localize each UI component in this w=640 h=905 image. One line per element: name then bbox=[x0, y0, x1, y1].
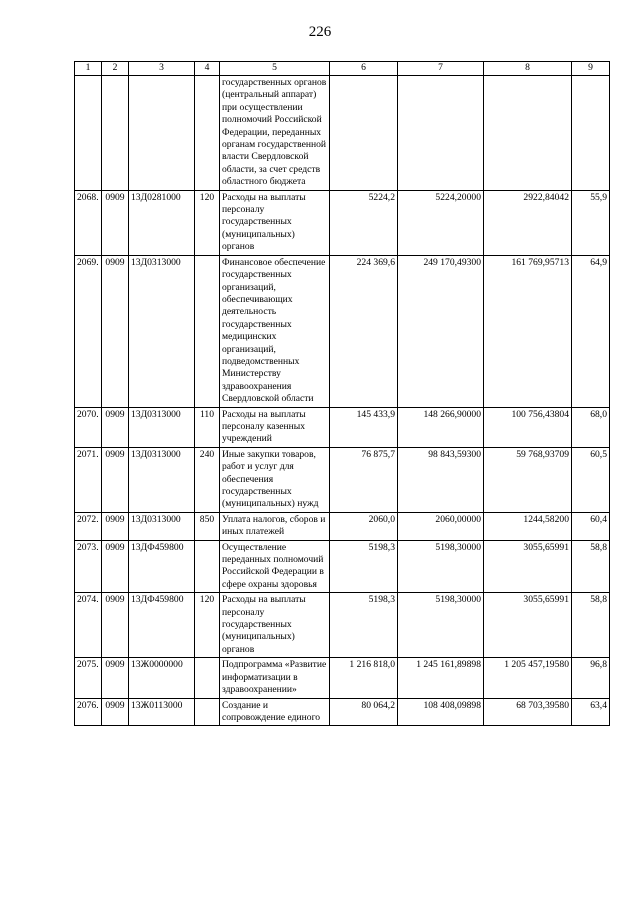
planned-amount-cell: 5198,30000 bbox=[398, 540, 484, 593]
approved-amount-cell: 224 369,6 bbox=[330, 255, 398, 407]
planned-amount-cell: 2060,00000 bbox=[398, 512, 484, 540]
section-code-cell: 0909 bbox=[102, 190, 129, 255]
execution-percent-cell: 55,9 bbox=[572, 190, 610, 255]
section-code-cell: 0909 bbox=[102, 540, 129, 593]
target-article-cell: 13Д0313000 bbox=[129, 447, 195, 512]
executed-amount-cell: 3055,65991 bbox=[484, 593, 572, 658]
executed-amount-cell: 161 769,95713 bbox=[484, 255, 572, 407]
target-article-cell: 13Д0313000 bbox=[129, 407, 195, 447]
expense-type-cell: 240 bbox=[195, 447, 220, 512]
table-row bbox=[75, 512, 610, 540]
approved-amount-cell: 76 875,7 bbox=[330, 447, 398, 512]
row-number-cell: 2070. bbox=[75, 407, 102, 447]
table-body bbox=[75, 76, 610, 726]
executed-amount-cell bbox=[484, 76, 572, 191]
executed-amount-cell: 59 768,93709 bbox=[484, 447, 572, 512]
planned-amount-cell: 98 843,59300 bbox=[398, 447, 484, 512]
execution-percent-cell: 60,4 bbox=[572, 512, 610, 540]
planned-amount-cell: 249 170,49300 bbox=[398, 255, 484, 407]
table-row bbox=[75, 255, 610, 407]
expense-type-cell bbox=[195, 255, 220, 407]
planned-amount-cell: 5198,30000 bbox=[398, 593, 484, 658]
table-row bbox=[75, 190, 610, 255]
table-row bbox=[75, 540, 610, 593]
section-code-cell: 0909 bbox=[102, 658, 129, 698]
row-number-cell bbox=[75, 76, 102, 191]
table-row bbox=[75, 593, 610, 658]
approved-amount-cell: 1 216 818,0 bbox=[330, 658, 398, 698]
approved-amount-cell: 5224,2 bbox=[330, 190, 398, 255]
planned-amount-cell: 5224,20000 bbox=[398, 190, 484, 255]
target-article-cell: 13Д0313000 bbox=[129, 512, 195, 540]
row-number-cell: 2069. bbox=[75, 255, 102, 407]
expense-type-cell: 120 bbox=[195, 190, 220, 255]
table-row bbox=[75, 407, 610, 447]
executed-amount-cell: 1244,58200 bbox=[484, 512, 572, 540]
expense-type-cell bbox=[195, 76, 220, 191]
item-name-cell: государственных органов (центральный аппарат) при осуществлении полномочий Российской Федерации, переданных органам государственной власти Свердловской области, за счет средств областного бюджета bbox=[220, 76, 330, 191]
planned-amount-cell: 1 245 161,89898 bbox=[398, 658, 484, 698]
item-name-cell: Уплата налогов, сборов и иных платежей bbox=[220, 512, 330, 540]
item-name-cell: Осуществление переданных полномочий Российской Федерации в сфере охраны здоровья bbox=[220, 540, 330, 593]
header-cell-6: 6 bbox=[330, 62, 398, 76]
target-article-cell: 13Ж0113000 bbox=[129, 698, 195, 726]
item-name-cell: Подпрограмма «Развитие информатизации в здравоохранении» bbox=[220, 658, 330, 698]
row-number-cell: 2074. bbox=[75, 593, 102, 658]
expense-type-cell: 110 bbox=[195, 407, 220, 447]
row-number-cell: 2076. bbox=[75, 698, 102, 726]
executed-amount-cell: 1 205 457,19580 bbox=[484, 658, 572, 698]
row-number-cell: 2071. bbox=[75, 447, 102, 512]
approved-amount-cell: 80 064,2 bbox=[330, 698, 398, 726]
expense-type-cell bbox=[195, 698, 220, 726]
header-cell-7: 7 bbox=[398, 62, 484, 76]
row-number-cell: 2072. bbox=[75, 512, 102, 540]
execution-percent-cell: 58,8 bbox=[572, 593, 610, 658]
header-cell-8: 8 bbox=[484, 62, 572, 76]
header-cell-1: 1 bbox=[75, 62, 102, 76]
planned-amount-cell: 148 266,90000 bbox=[398, 407, 484, 447]
expense-type-cell: 850 bbox=[195, 512, 220, 540]
planned-amount-cell bbox=[398, 76, 484, 191]
section-code-cell: 0909 bbox=[102, 447, 129, 512]
row-number-cell: 2068. bbox=[75, 190, 102, 255]
planned-amount-cell: 108 408,09898 bbox=[398, 698, 484, 726]
section-code-cell bbox=[102, 76, 129, 191]
header-cell-5: 5 bbox=[220, 62, 330, 76]
expense-type-cell: 120 bbox=[195, 593, 220, 658]
expense-type-cell bbox=[195, 540, 220, 593]
executed-amount-cell: 2922,84042 bbox=[484, 190, 572, 255]
table-row bbox=[75, 698, 610, 726]
target-article-cell: 13ДФ459800 bbox=[129, 540, 195, 593]
target-article-cell: 13Д0281000 bbox=[129, 190, 195, 255]
item-name-cell: Финансовое обеспечение государственных организаций, обеспечивающих деятельность государственных медицинских организаций, подведомственных Министерству здравоохранения Свердловской области bbox=[220, 255, 330, 407]
row-number-cell: 2073. bbox=[75, 540, 102, 593]
section-code-cell: 0909 bbox=[102, 593, 129, 658]
approved-amount-cell: 5198,3 bbox=[330, 540, 398, 593]
target-article-cell bbox=[129, 76, 195, 191]
execution-percent-cell: 96,8 bbox=[572, 658, 610, 698]
approved-amount-cell bbox=[330, 76, 398, 191]
header-cell-3: 3 bbox=[129, 62, 195, 76]
expense-type-cell bbox=[195, 658, 220, 698]
table-row bbox=[75, 658, 610, 698]
item-name-cell: Иные закупки товаров, работ и услуг для обеспечения государственных (муниципальных) нужд bbox=[220, 447, 330, 512]
approved-amount-cell: 145 433,9 bbox=[330, 407, 398, 447]
executed-amount-cell: 68 703,39580 bbox=[484, 698, 572, 726]
execution-percent-cell: 63,4 bbox=[572, 698, 610, 726]
item-name-cell: Расходы на выплаты персоналу государственных (муниципальных) органов bbox=[220, 190, 330, 255]
target-article-cell: 13ДФ459800 bbox=[129, 593, 195, 658]
header-cell-4: 4 bbox=[195, 62, 220, 76]
header-cell-2: 2 bbox=[102, 62, 129, 76]
execution-percent-cell: 60,5 bbox=[572, 447, 610, 512]
executed-amount-cell: 100 756,43804 bbox=[484, 407, 572, 447]
execution-percent-cell: 64,9 bbox=[572, 255, 610, 407]
section-code-cell: 0909 bbox=[102, 255, 129, 407]
table-row bbox=[75, 76, 610, 191]
header-row bbox=[75, 62, 610, 76]
section-code-cell: 0909 bbox=[102, 407, 129, 447]
item-name-cell: Расходы на выплаты персоналу государственных (муниципальных) органов bbox=[220, 593, 330, 658]
table-row bbox=[75, 447, 610, 512]
section-code-cell: 0909 bbox=[102, 698, 129, 726]
execution-percent-cell: 58,8 bbox=[572, 540, 610, 593]
approved-amount-cell: 5198,3 bbox=[330, 593, 398, 658]
row-number-cell: 2075. bbox=[75, 658, 102, 698]
target-article-cell: 13Д0313000 bbox=[129, 255, 195, 407]
item-name-cell: Расходы на выплаты персоналу казенных учреждений bbox=[220, 407, 330, 447]
item-name-cell: Создание и сопровождение единого bbox=[220, 698, 330, 726]
executed-amount-cell: 3055,65991 bbox=[484, 540, 572, 593]
approved-amount-cell: 2060,0 bbox=[330, 512, 398, 540]
budget-table bbox=[74, 61, 610, 726]
page-number: 226 bbox=[308, 24, 332, 40]
section-code-cell: 0909 bbox=[102, 512, 129, 540]
target-article-cell: 13Ж0000000 bbox=[129, 658, 195, 698]
execution-percent-cell bbox=[572, 76, 610, 191]
header-cell-9: 9 bbox=[572, 62, 610, 76]
execution-percent-cell: 68,0 bbox=[572, 407, 610, 447]
